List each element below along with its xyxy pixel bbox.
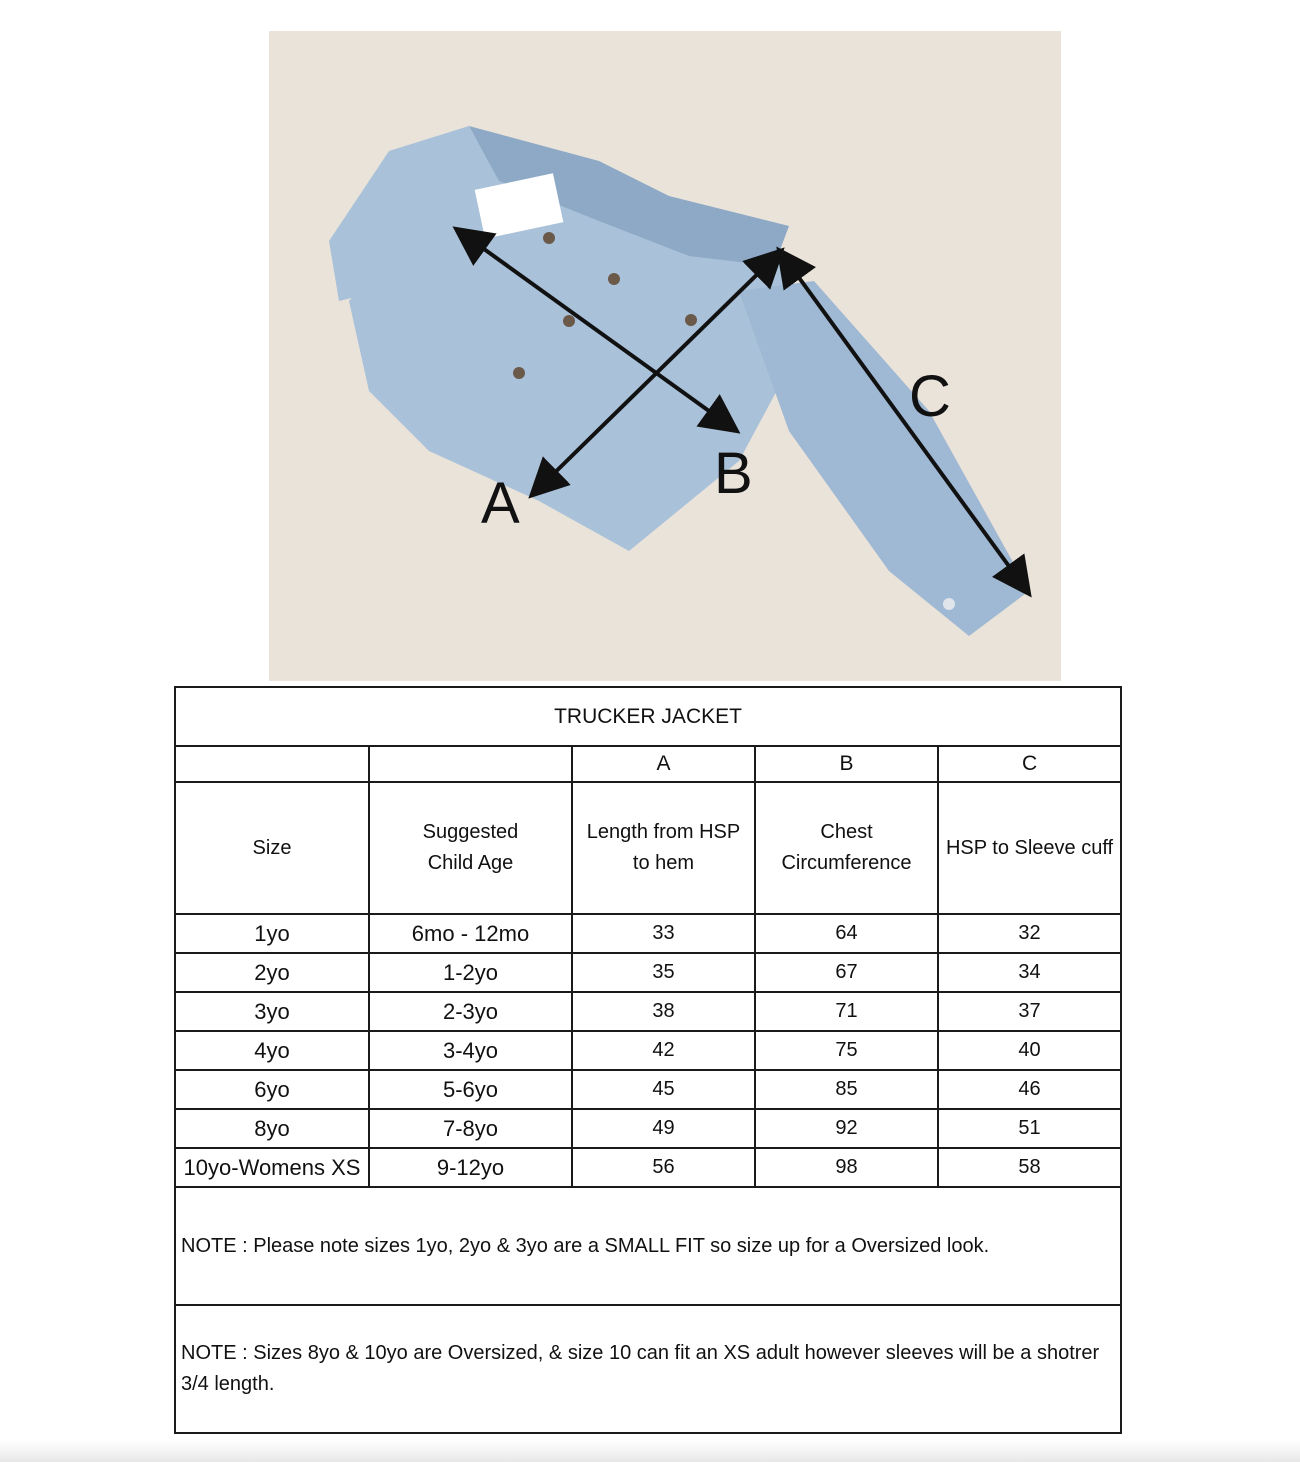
header-age: Suggested Child Age [369, 782, 572, 914]
cell-age: 6mo - 12mo [369, 914, 572, 953]
header-chest: Chest Circumference [755, 782, 938, 914]
table-row [175, 1109, 1121, 1148]
button [608, 273, 620, 285]
header-length: Length from HSP to hem [572, 782, 755, 914]
cuff-button [943, 598, 955, 610]
cell-age: 5-6yo [369, 1070, 572, 1109]
cell-b: 85 [755, 1070, 938, 1109]
cell-age: 2-3yo [369, 992, 572, 1031]
cell-age: 7-8yo [369, 1109, 572, 1148]
button [543, 232, 555, 244]
table-title: TRUCKER JACKET [175, 687, 1121, 746]
table-row [175, 1070, 1121, 1109]
cell-size: 2yo [175, 953, 369, 992]
cell-b: 98 [755, 1148, 938, 1187]
cell-a: 42 [572, 1031, 755, 1070]
letter-cell-c: C [938, 746, 1121, 782]
label-a: A [481, 471, 520, 536]
letter-cell [175, 746, 369, 782]
cell-age: 1-2yo [369, 953, 572, 992]
label-b: B [714, 441, 753, 506]
cell-size: 3yo [175, 992, 369, 1031]
letter-row [175, 746, 1121, 782]
cell-size: 4yo [175, 1031, 369, 1070]
label-c: C [909, 364, 951, 429]
cell-a: 35 [572, 953, 755, 992]
cell-b: 64 [755, 914, 938, 953]
letter-cell-a: A [572, 746, 755, 782]
size-chart-table [174, 686, 1122, 1434]
cell-c: 37 [938, 992, 1121, 1031]
button [563, 315, 575, 327]
cell-a: 33 [572, 914, 755, 953]
cell-c: 58 [938, 1148, 1121, 1187]
jacket-diagram [269, 31, 1061, 681]
button [685, 314, 697, 326]
cell-age: 9-12yo [369, 1148, 572, 1187]
jacket-measurement-photo [269, 31, 1061, 681]
note-oversized: NOTE : Sizes 8yo & 10yo are Oversized, & size 10 can fit an XS adult however sleeves will be a shotrer 3/4 length. [175, 1305, 1121, 1433]
header-size: Size [175, 782, 369, 914]
cell-b: 71 [755, 992, 938, 1031]
cell-size: 10yo-Womens XS [175, 1148, 369, 1187]
cell-c: 34 [938, 953, 1121, 992]
letter-cell-b: B [755, 746, 938, 782]
cell-b: 67 [755, 953, 938, 992]
table-row [175, 1148, 1121, 1187]
cell-age: 3-4yo [369, 1031, 572, 1070]
button [513, 367, 525, 379]
cell-size: 8yo [175, 1109, 369, 1148]
cell-a: 49 [572, 1109, 755, 1148]
cell-b: 92 [755, 1109, 938, 1148]
table-row [175, 914, 1121, 953]
header-row [175, 782, 1121, 914]
cell-b: 75 [755, 1031, 938, 1070]
cell-size: 1yo [175, 914, 369, 953]
cell-size: 6yo [175, 1070, 369, 1109]
note-small-fit: NOTE : Please note sizes 1yo, 2yo & 3yo are a SMALL FIT so size up for a Oversized look. [175, 1187, 1121, 1305]
cell-c: 32 [938, 914, 1121, 953]
header-sleeve: HSP to Sleeve cuff [938, 782, 1121, 914]
cell-a: 56 [572, 1148, 755, 1187]
table-row [175, 1031, 1121, 1070]
bottom-edge [0, 1440, 1300, 1462]
table-row [175, 992, 1121, 1031]
table-row [175, 953, 1121, 992]
cell-c: 51 [938, 1109, 1121, 1148]
cell-a: 45 [572, 1070, 755, 1109]
cell-c: 46 [938, 1070, 1121, 1109]
cell-a: 38 [572, 992, 755, 1031]
letter-cell [369, 746, 572, 782]
cell-c: 40 [938, 1031, 1121, 1070]
